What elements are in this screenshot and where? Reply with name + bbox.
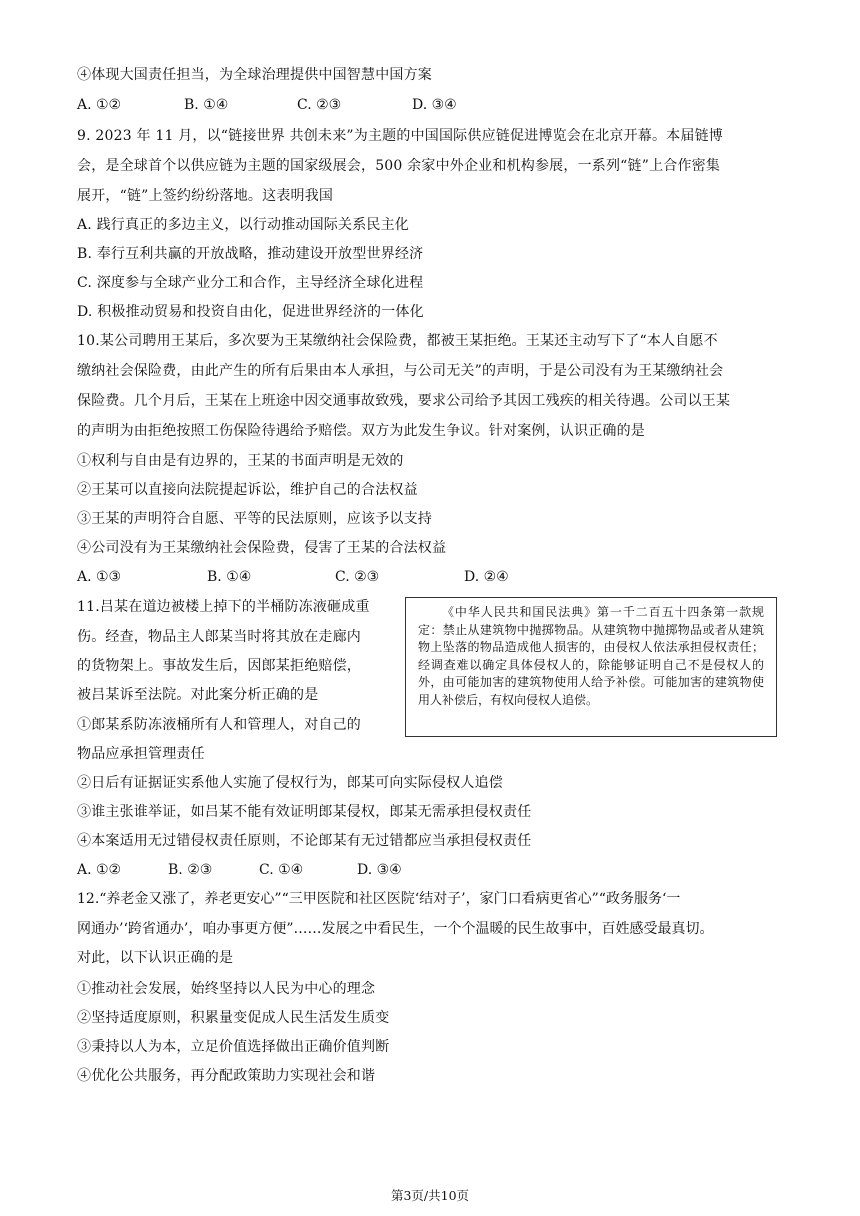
q11-stem-line: 伤。经查，物品主人郎某当时将其放在走廊内 [77, 629, 361, 645]
page-number-footer: 第3页/共10页 [390, 1188, 470, 1203]
q9-choice-b: B. 奉行互利共赢的开放战略，推动建设开放型世界经济 [77, 246, 424, 262]
q9-stem-line: 9. 2023 年 11 月，以“链接世界 共创未来”为主题的中国国际供应链促进博览会在北京开幕。本届链博 [77, 128, 723, 144]
q11-item-3: ③谁主张谁举证，如吕某不能有效证明郎某侵权，郎某无需承担侵权责任 [77, 804, 532, 820]
q11-stem-line: 的货物架上。事故发生后，因郎某拒绝赔偿， [77, 658, 361, 674]
q10-stem-line: 的声明为由拒绝按照工伤保险待遇给予赔偿。双方为此发生争议。针对案例，认识正确的是 [77, 423, 645, 439]
q12-item-2: ②坚持适度原则，积累量变促成人民生活发生质变 [77, 1010, 390, 1026]
q12-stem-line: 网通办’‘跨省通办’，咱办事更方便”……发展之中看民生，一个个温暖的民生故事中，百姓感受最真切。 [77, 921, 714, 937]
q10-option-c: C. ②③ [335, 569, 380, 585]
q12-item-4: ④优化公共服务，再分配政策助力实现社会和谐 [77, 1068, 376, 1084]
q12-stem-line: 对此，以下认识正确的是 [77, 950, 234, 966]
q10-item-2: ②王某可以直接向法院提起诉讼，维护自己的合法权益 [77, 482, 418, 498]
q11-option-a: A. ①② [77, 862, 122, 878]
q12-stem-line: 12.“养老金又涨了，养老更安心”“三甲医院和社区医院‘结对子’，家门口看病更省心”“政务服务‘一 [77, 891, 681, 907]
q11-item-1-cont: 物品应承担管理责任 [77, 746, 205, 762]
q10-option-a: A. ①③ [77, 569, 122, 585]
q9-stem-line: 展开，“链”上签约纷纷落地。这表明我国 [77, 188, 334, 204]
q10-item-3: ③王某的声明符合自愿、平等的民法原则，应该予以支持 [77, 511, 432, 527]
q9-stem-line: 会，是全球首个以供应链为主题的国家级展会，500 余家中外企业和机构参展，一系列“链”上合作密集 [77, 158, 721, 174]
q11-option-d: D. ③④ [357, 862, 402, 878]
q8-option-a: A. ①② [77, 97, 122, 113]
q8-option-b: B. ①④ [184, 97, 229, 113]
q9-choice-c: C. 深度参与全球产业分工和合作，主导经济全球化进程 [77, 275, 424, 291]
q10-option-d: D. ②④ [464, 569, 509, 585]
q11-option-c: C. ①④ [259, 862, 304, 878]
q11-item-2: ②日后有证据证实系他人实施了侵权行为，郎某可向实际侵权人追偿 [77, 775, 503, 791]
q11-item-1: ①郎某系防冻液桶所有人和管理人，对自己的 [77, 717, 361, 733]
q10-item-1: ①权利与自由是有边界的，王某的书面声明是无效的 [77, 453, 404, 469]
q10-stem-line: 10.某公司聘用王某后，多次要为王某缴纳社会保险费，都被王某拒绝。王某还主动写下了“本人自愿不 [77, 333, 718, 349]
q10-stem-line: 缴纳社会保险费，由此产生的所有后果由本人承担，与公司无关”的声明，于是公司没有为王某缴纳社会 [77, 363, 724, 379]
q11-stem-line: 被吕某诉至法院。对此案分析正确的是 [77, 687, 319, 703]
q10-option-b: B. ①④ [207, 569, 252, 585]
q9-choice-a: A. 践行真正的多边主义，以行动推动国际关系民主化 [77, 217, 410, 233]
civil-code-excerpt-text: 《中华人民共和国民法典》第一千二百五十四条第一款规定：禁止从建筑物中抛掷物品。从建筑物中抛掷物品或者从建筑物上坠落的物品造成他人损害的，由侵权人依法承担侵权责任；经调查难以确定具体侵权人的，除能够证明自己不是侵权人的外，由可能加害的建筑物使用人给予补偿。可能加害的建筑物使用人补偿后，有权向侵权人追偿。 [418, 605, 764, 707]
q10-stem-line: 保险费。几个月后，王某在上班途中因交通事故致残，要求公司给予其因工残疾的相关待遇。公司以王某 [77, 393, 731, 409]
q8-option-d: D. ③④ [412, 97, 457, 113]
q12-item-1: ①推动社会发展，始终坚持以人民为中心的理念 [77, 981, 376, 997]
q10-item-4: ④公司没有为王某缴纳社会保险费，侵害了王某的合法权益 [77, 540, 447, 556]
q8-option-c: C. ②③ [297, 97, 342, 113]
q9-choice-d: D. 积极推动贸易和投资自由化，促进世界经济的一体化 [77, 304, 424, 320]
q11-stem-line: 11.吕某在道边被楼上掉下的半桶防冻液砸成重 [77, 599, 370, 615]
q11-option-b: B. ②③ [168, 862, 213, 878]
q8-item-4: ④体现大国责任担当，为全球治理提供中国智慧中国方案 [77, 67, 432, 83]
q12-item-3: ③秉持以人为本，立足价值选择做出正确价值判断 [77, 1039, 390, 1055]
civil-code-excerpt-box [405, 597, 777, 737]
q11-item-4: ④本案适用无过错侵权责任原则，不论郎某有无过错都应当承担侵权责任 [77, 833, 532, 849]
